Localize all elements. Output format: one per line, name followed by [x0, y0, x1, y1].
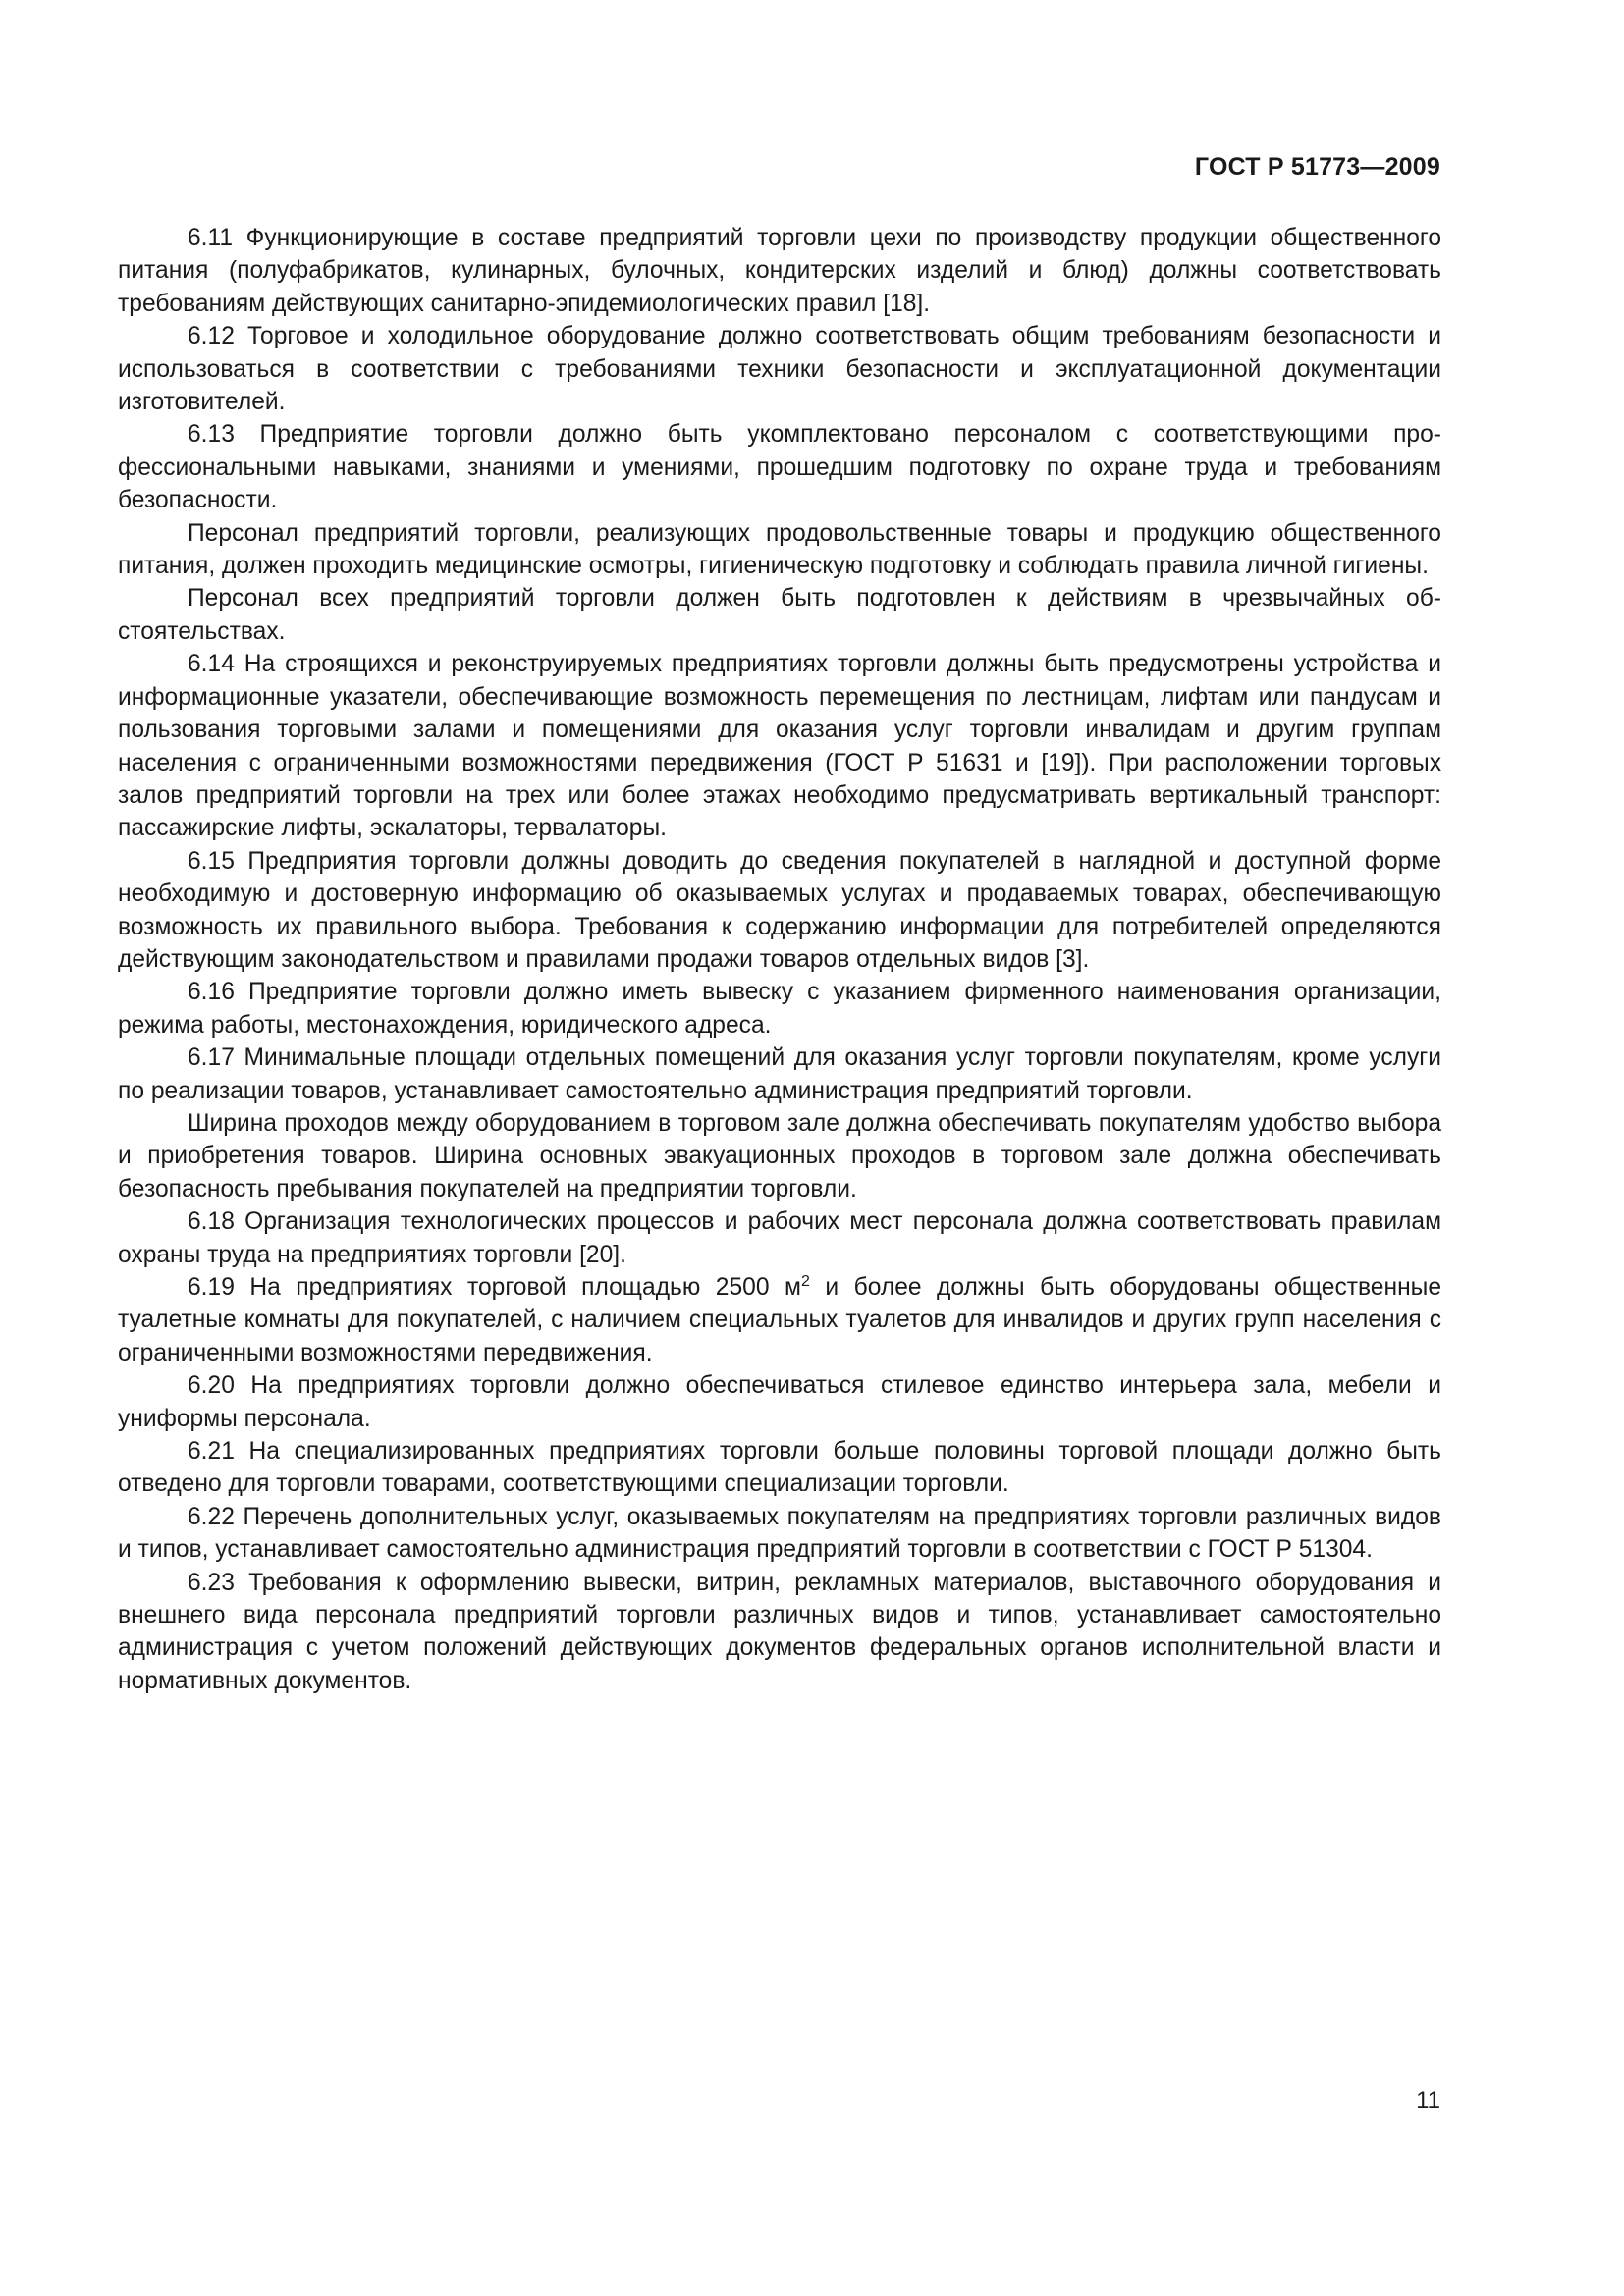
paragraph-6-16: 6.16 Предприятие торговли должно иметь вывеску с указанием фирменного наименования организации, режима работы, местонахождения, юридического адреса. [118, 979, 1441, 1039]
paragraph-6-13-personnel-emergency: Персонал всех предприятий торговли должен быть подготовлен к действиям в чрезвычайных обстоятельствах. [118, 585, 1441, 645]
paragraph-6-19-end: и более должны быть оборудованы общественные туалетные комнаты для покупателей, с наличием специальных туалетов для инвалидов и других групп населения с ограниченными возможностями передвижения. [118, 1274, 1442, 1366]
paragraph-6-14: 6.14 На строящихся и реконструируемых предприятиях торговли должны быть предусмотрены устройства и информационные указатели, обеспечивающие возможность перемещения по лестницам, лифтам или пандусам и пользования торговыми залами и помещениями для оказания услуг торговли инвалидам и другим группам населения с ограниченными возможностями передвижения (ГОСТ Р 51631 и [19]). При расположении торговых залов предприятий торговли на трех или более этажах необходимо предусматривать вертикальный транспорт: пассажирские лифты, эскалаторы, тервалаторы. [118, 651, 1441, 842]
paragraph-6-11: 6.11 Функционирующие в составе предприятий торговли цехи по производству продукции общественного питания (полуфабрикатов, кулинарных, булочных, кондитерских изделий и блюд) должны соответствовать требованиям действующих санитарно-эпидемиологических правил [18]. [118, 225, 1441, 317]
paragraph-6-22: 6.22 Перечень дополнительных услуг, оказываемых покупателям на предприятиях торговли различных видов и типов, устанавливает самостоятельно администрация предприятий торговли в соответствии с ГОСТ Р 51304. [118, 1503, 1441, 1564]
paragraph-6-17-aisles: Ширина проходов между оборудованием в торговом зале должна обеспечивать покупателям удобство выбора и приобретения товаров. Ширина основных эвакуационных проходов в торговом зале должна обеспечивать безопасность пребывания покупателей на предприятии торговли. [118, 1109, 1441, 1202]
page-number: 11 [1416, 2087, 1440, 2113]
paragraph-6-20: 6.20 На предприятиях торговли должно обеспечиваться стилевое единство интерьера зала, мебели и униформы персонала. [118, 1372, 1441, 1432]
paragraph-6-19 [118, 1271, 1441, 1369]
document-body [118, 222, 1441, 1697]
superscript-2: 2 [800, 1273, 810, 1290]
paragraph-6-13-personnel-food: Персонал предприятий торговли, реализующих продовольственные товары и продукцию общественного питания, должен проходить медицинские осмотры, гигиеническую подготовку и соблюдать правила личной гигиены. [118, 519, 1441, 580]
paragraph-6-12: 6.12 Торговое и холодильное оборудование должно соответствовать общим требованиям безопасности и использоваться в соответствии с требованиями техники безопасности и эксплуатационной документации изготовителей. [118, 323, 1441, 416]
paragraph-6-19-start: 6.19 На предприятиях торговой площадью 2500 м [188, 1274, 801, 1301]
paragraph-6-23: 6.23 Требования к оформлению вывески, витрин, рекламных материалов, выставочного оборудования и внешнего вида персонала предприятий торговли различных видов и типов, устанавливает самостоятельно администрация с учетом положений действующих документов федеральных органов исполнительной власти и нормативных документов. [118, 1569, 1441, 1694]
paragraph-6-15: 6.15 Предприятия торговли должны доводить до сведения покупателей в наглядной и доступной форме необходимую и достоверную информацию об оказываемых услугах и продаваемых товарах, обеспечивающую возможность их правильного выбора. Требования к содержанию информации для потребителей определяются действующим законодательством и правилами продажи товаров отдельных видов [3]. [118, 847, 1441, 973]
paragraph-6-13: 6.13 Предприятие торговли должно быть укомплектовано персоналом с соответствующими профессиональными навыками, знаниями и умениями, прошедшим подготовку по охране труда и требованиям безопасности. [118, 421, 1441, 514]
paragraph-6-17: 6.17 Минимальные площади отдельных помещений для оказания услуг торговли покупателям, кроме услуги по реализации товаров, устанавливает самостоятельно администрация предприятий торговли. [118, 1044, 1441, 1104]
document-standard-id: ГОСТ Р 51773—2009 [1194, 153, 1440, 181]
paragraph-6-21: 6.21 На специализированных предприятиях торговли больше половины торговой площади должно быть отведено для торговли товарами, соответствующими специализации торговли. [118, 1438, 1441, 1498]
paragraph-6-18: 6.18 Организация технологических процессов и рабочих мест персонала должна соответствовать правилам охраны труда на предприятиях торговли [20]. [118, 1208, 1441, 1268]
